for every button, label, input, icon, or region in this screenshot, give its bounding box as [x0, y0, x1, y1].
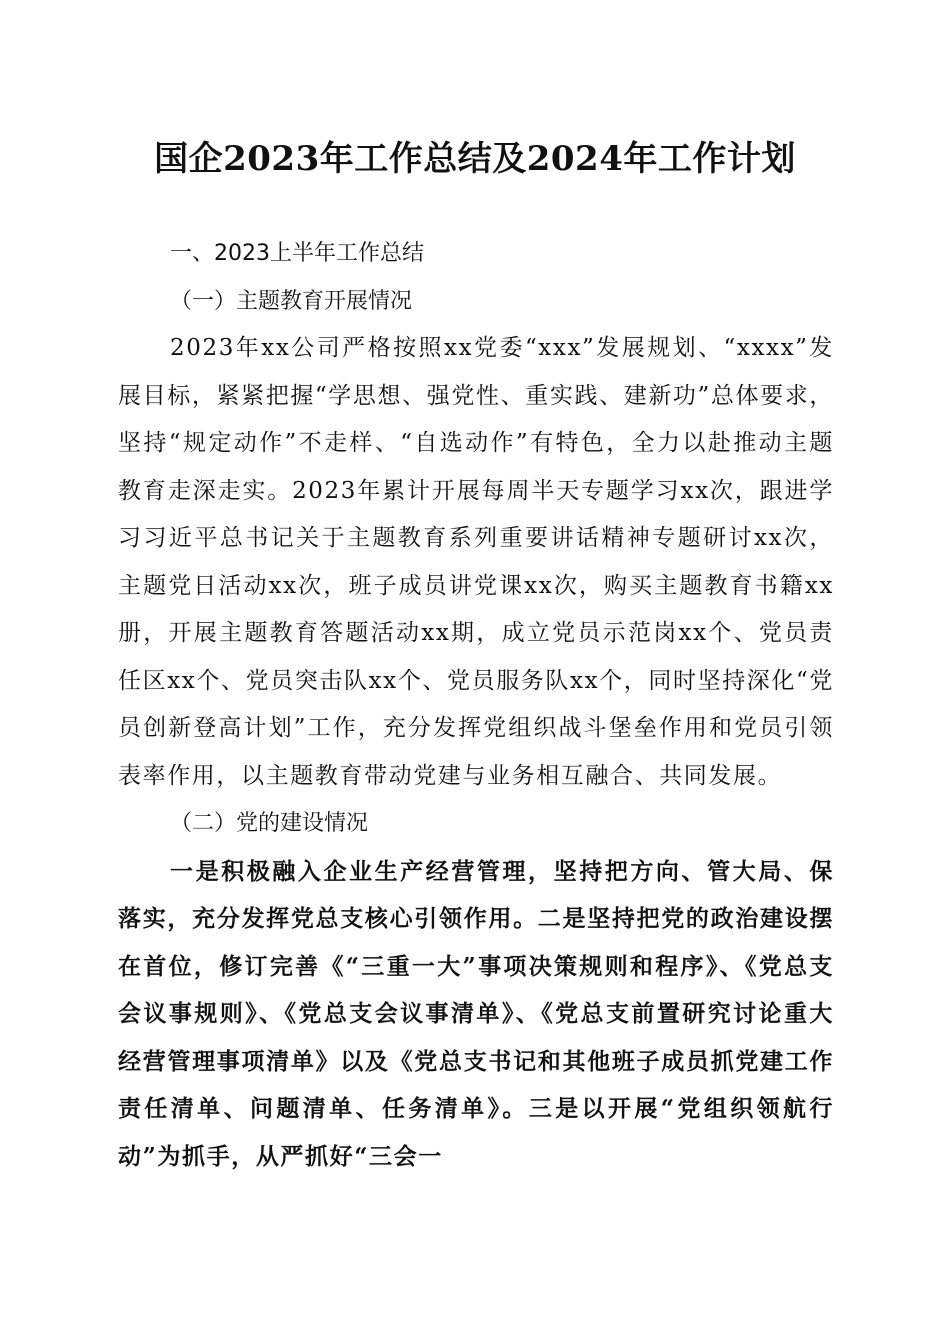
- document-title: 国企2023年工作总结及2024年工作计划: [154, 139, 796, 179]
- document-body: [118, 230, 834, 1180]
- subsection-heading-1: （一）主题教育开展情况: [170, 288, 413, 314]
- subsection-heading-2: （二）党的建设情况: [170, 811, 369, 836]
- paragraph-theme-education: 2023年xx公司严格按照xx党委“xxx”发展规划、“xxxx”发展目标，紧紧把握“学思想、强党性、重实践、建新功”总体要求，坚持“规定动作”不走样、“自选动作”有特色，全力以赴推动主题教育走深走实。2023年累计开展每周半天专题学习xx次，跟进学习习近平总书记关于主题教育系列重要讲话精神专题研讨xx次，主题党日活动xx次，班子成员讲党课xx次，购买主题教育书籍xx册，开展主题教育答题活动xx期，成立党员示范岗xx个、党员责任区xx个、党员突击队xx个、党员服务队xx个，同时坚持深化“党员创新登高计划”工作，充分发挥党组织战斗堡垒作用和党员引领表率作用，以主题教育带动党建与业务相互融合、共同发展。: [118, 335, 834, 789]
- paragraph-party-building: 一是积极融入企业生产经营管理，坚持把方向、管大局、保落实，充分发挥党总支核心引领作用。二是坚持把党的政治建设摆在首位，修订完善《“三重一大”事项决策规则和程序》、《党总支会议事规则》、《党总支会议事清单》、《党总支前置研究讨论重大经营管理事项清单》以及《党总支书记和其他班子成员抓党建工作责任清单、问题清单、任务清单》。三是以开展“党组织领航行动”为抓手，从严抓好“三会一: [118, 857, 834, 1170]
- section-heading-1: 一、2023上半年工作总结: [170, 241, 424, 266]
